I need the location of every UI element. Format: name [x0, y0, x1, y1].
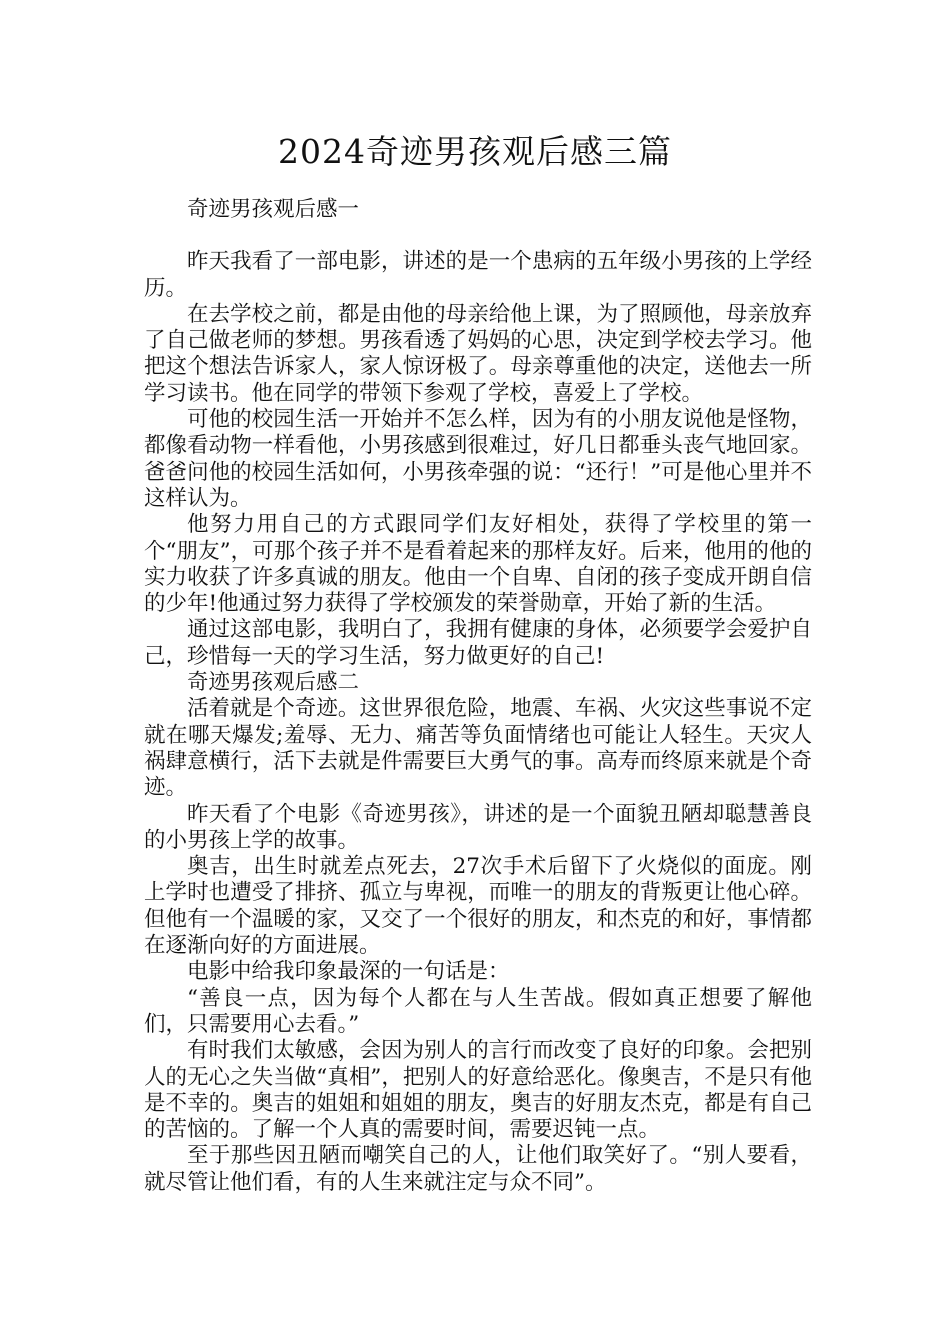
section-heading-2: 奇迹男孩观后感二: [187, 670, 360, 696]
quote-paragraph: “善良一点，因为每个人都在与人生苦战。假如真正想要了解他们，只需要用心去看。”: [144, 985, 812, 1037]
document-title: 2024奇迹男孩观后感三篇: [278, 132, 672, 171]
paragraph: 电影中给我印象最深的一句话是：: [187, 959, 510, 985]
paragraph: 通过这部电影，我明白了，我拥有健康的身体，必须要学会爱护自己，珍惜每一天的学习生活，努力做更好的自己!: [144, 617, 812, 669]
paragraph: 奥吉，出生时就差点死去，27次手术后留下了火烧似的面庞。刚上学时也遭受了排挤、孤立与卑视，而唯一的朋友的背叛更让他心碎。但他有一个温暖的家，又交了一个很好的朋友，和杰克的和好，事情都在逐渐向好的方面进展。: [144, 854, 812, 959]
paragraph: 至于那些因丑陋而嘲笑自己的人，让他们取笑好了。“别人要看，就尽管让他们看，有的人生来就注定与众不同”。: [144, 1143, 812, 1195]
paragraph: 活着就是个奇迹。这世界很危险，地震、车祸、火灾这些事说不定就在哪天爆发;羞辱、无力、痛苦等负面情绪也可能让人轻生。天灾人祸肆意横行，活下去就是件需要巨大勇气的事。高寿而终原来就是个奇迹。: [144, 696, 812, 801]
paragraph: 昨天看了个电影《奇迹男孩》，讲述的是一个面貌丑陋却聪慧善良的小男孩上学的故事。: [144, 801, 812, 853]
paragraph: 可他的校园生活一开始并不怎么样，因为有的小朋友说他是怪物，都像看动物一样看他，小男孩感到很难过，好几日都垂头丧气地回家。爸爸问他的校园生活如何，小男孩牵强的说：“还行！”可是他心里并不这样认为。: [144, 407, 812, 511]
section-heading-1: 奇迹男孩观后感一: [187, 197, 360, 222]
paragraph: 昨天我看了一部电影，讲述的是一个患病的五年级小男孩的上学经历。: [144, 249, 812, 301]
document-body: [144, 197, 812, 1196]
paragraph: 有时我们太敏感，会因为别人的言行而改变了良好的印象。会把别人的无心之失当做“真相”，把别人的好意给恶化。像奥吉，不是只有他是不幸的。奥吉的姐姐和姐姐的朋友，奥吉的好朋友杰克，都是有自己的苦恼的。了解一个人真的需要时间，需要迟钝一点。: [144, 1038, 812, 1143]
paragraph: 在去学校之前，都是由他的母亲给他上课，为了照顾他，母亲放弃了自己做老师的梦想。男孩看透了妈妈的心思，决定到学校去学习。他把这个想法告诉家人，家人惊讶极了。母亲尊重他的决定，送他去一所学习读书。他在同学的带领下参观了学校，喜爱上了学校。: [144, 301, 812, 406]
paragraph: 他努力用自己的方式跟同学们友好相处，获得了学校里的第一个“朋友”，可那个孩子并不是看着起来的那样友好。后来，他用的他的实力收获了许多真诚的朋友。他由一个自卑、自闭的孩子变成开朗自信的少年!他通过努力获得了学校颁发的荣誉勋章，开始了新的生活。: [144, 512, 812, 617]
